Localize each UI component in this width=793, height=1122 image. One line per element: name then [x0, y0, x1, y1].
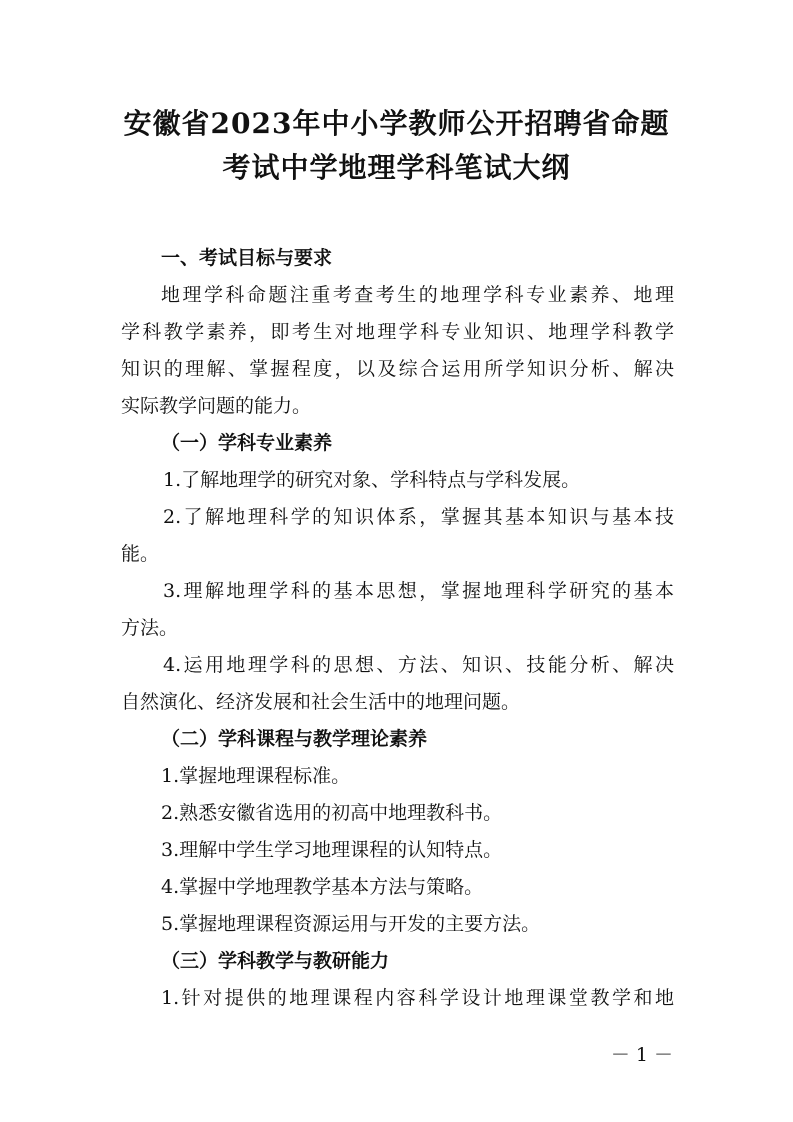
list-item: 2.熟悉安徽省选用的初高中地理教科书。 — [161, 802, 503, 824]
subsection-heading-1: （一）学科专业素养 — [161, 432, 333, 454]
paragraph-line: 实际教学问题的能力。 — [121, 395, 312, 417]
list-item: 3.理解中学生学习地理课程的认知特点。 — [161, 839, 503, 861]
subsection-heading-2: （二）学科课程与教学理论素养 — [161, 728, 428, 750]
document-title-line-2: 考试中学地理学科笔试大纲 — [222, 151, 571, 184]
list-item: 4.掌握中学地理教学基本方法与策略。 — [161, 876, 484, 898]
list-item: 4.运用地理学科的思想、方法、知识、技能分析、解决 — [163, 654, 674, 676]
list-item: 1.了解地理学的研究对象、学科特点与学科发展。 — [163, 469, 581, 491]
list-item: 2.了解地理科学的知识体系，掌握其基本知识与基本技 — [163, 506, 674, 528]
paragraph-line: 地理学科命题注重考查考生的地理学科专业素养、地理 — [161, 284, 674, 306]
list-item: 1.掌握地理课程标准。 — [161, 765, 351, 787]
document-body — [121, 240, 674, 1017]
paragraph-line: 知识的理解、掌握程度，以及综合运用所学知识分析、解决 — [121, 358, 674, 380]
list-item: 5.掌握地理课程资源运用与开发的主要方法。 — [161, 913, 541, 935]
document-title-line-1: 安徽省2023年中小学教师公开招聘省命题 — [123, 107, 670, 140]
list-item: 3.理解地理学科的基本思想，掌握地理科学研究的基本 — [163, 580, 674, 602]
section-heading-1: 一、考试目标与要求 — [161, 247, 333, 269]
subsection-heading-3: （三）学科教学与教研能力 — [161, 950, 390, 972]
list-item-continuation: 自然演化、经济发展和社会生活中的地理问题。 — [121, 691, 521, 713]
list-item: 1.针对提供的地理课程内容科学设计地理课堂教学和地 — [161, 987, 674, 1009]
page-number: － 1 － — [610, 1044, 673, 1066]
list-item-continuation: 方法。 — [121, 617, 179, 639]
paragraph-line: 学科教学素养，即考生对地理学科专业知识、地理学科教学 — [121, 321, 674, 343]
list-item-continuation: 能。 — [121, 543, 160, 565]
